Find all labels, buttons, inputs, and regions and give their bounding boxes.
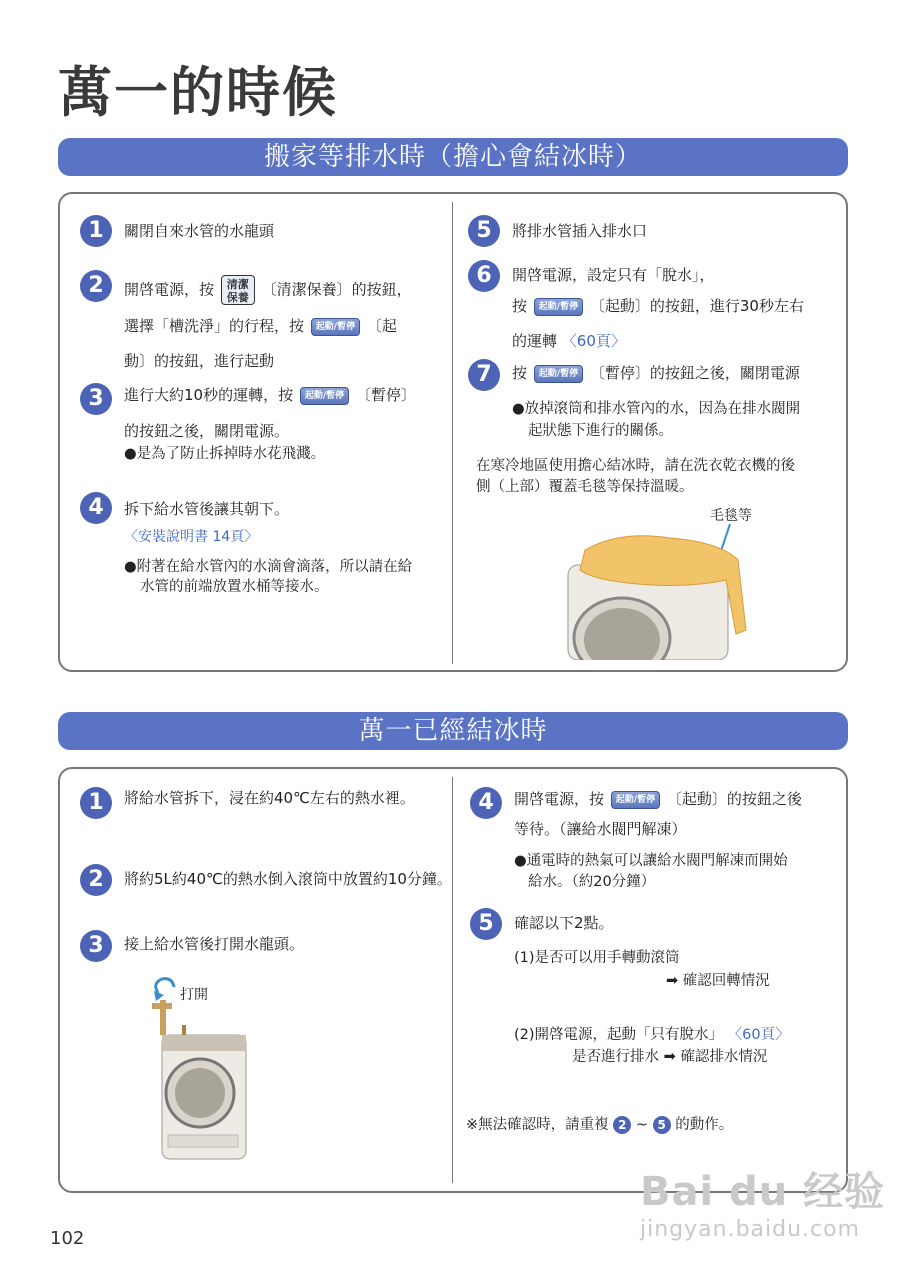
- step-number: 4: [80, 492, 112, 524]
- tap-handle: [152, 1003, 172, 1009]
- step-text: 將約5L約40℃的熱水倒入滾筒中放置約10分鐘。: [124, 870, 452, 888]
- step-text: [124, 275, 412, 305]
- step-text-part: 〔起動〕的按鈕之後: [666, 790, 802, 808]
- page-number: 102: [50, 1228, 85, 1249]
- step-text: [124, 384, 416, 406]
- step-text-part: 〔暫停〕: [355, 386, 416, 404]
- washer-tap-illustration: [148, 975, 258, 1165]
- step-text: 拆下給水管後讓其朝下。: [124, 500, 290, 518]
- step-number: 5: [470, 908, 502, 940]
- step-number: 3: [80, 383, 112, 415]
- step-number: 6: [468, 260, 500, 292]
- step-bullet: ●附著在給水管內的水滴會滴落，所以請在給: [124, 559, 413, 575]
- arrow-right-icon: ➡: [666, 973, 679, 989]
- step-bullet: ●放掉滾筒和排水管內的水，因為在排水閥開: [512, 401, 801, 417]
- step-bullet: 起狀態下進行的關係。: [528, 423, 673, 439]
- section1-divider: [452, 202, 453, 664]
- start-pause-button-icon: 起動/暫停: [300, 387, 349, 405]
- step-text: 將排水管插入排水口: [512, 222, 648, 240]
- button-label: 清潔: [226, 278, 249, 291]
- step-bullet: 水管的前端放置水桶等接水。: [140, 579, 329, 595]
- baidu-watermark: [640, 1160, 885, 1242]
- watermark-url: jingyan.baidu.com: [640, 1217, 861, 1242]
- check-result-text: 確認回轉情況: [682, 973, 770, 989]
- step-text-part: 進行大約10秒的運轉，按: [124, 386, 294, 404]
- open-arrow-head-icon: [154, 991, 164, 1001]
- check-result: [572, 1046, 767, 1068]
- step-text: 接上給水管後打開水龍頭。: [124, 935, 305, 953]
- step-text: 將給水管拆下，浸在約40℃左右的熱水裡。: [124, 789, 415, 807]
- washer-door-glass: [175, 1068, 225, 1118]
- start-pause-button-icon: 起動/暫停: [534, 298, 583, 316]
- step-text: 動〕的按鈕，進行起動: [124, 352, 275, 370]
- step-ref-number: 5: [653, 1116, 671, 1134]
- section1-banner: 搬家等排水時（擔心會結冰時）: [58, 138, 848, 176]
- watermark-logo: Bai du 经验: [640, 1169, 886, 1215]
- step-text: [512, 295, 804, 317]
- step-text: 確認以下2點。: [514, 914, 614, 932]
- step-number: 3: [80, 930, 112, 962]
- check-item: (1)是否可以用手轉動滾筒: [514, 950, 680, 966]
- manual-page-ref: 〈安裝說明書 14頁〉: [124, 529, 259, 545]
- retry-note-text: 的動作。: [675, 1117, 734, 1133]
- step-number: 4: [470, 787, 502, 819]
- step-text: [124, 315, 397, 337]
- step-number: 2: [80, 864, 112, 896]
- step-number: 5: [468, 215, 500, 247]
- open-arrow-icon: [156, 979, 174, 993]
- step-number: 2: [80, 270, 112, 302]
- step-number: 1: [80, 215, 112, 247]
- start-pause-button-icon: 起動/暫停: [311, 318, 360, 336]
- step-number: 7: [468, 359, 500, 391]
- step-bullet: ●是為了防止拆掉時水花飛濺。: [124, 446, 326, 462]
- step-text: [512, 330, 626, 352]
- step-text-part: 按: [512, 297, 528, 315]
- blanket-label: 毛毯等: [710, 508, 752, 524]
- washer-base: [168, 1135, 238, 1147]
- clean-care-button-icon: [221, 275, 255, 305]
- retry-note: [466, 1114, 733, 1136]
- step-text-part: 的運轉: [512, 332, 558, 350]
- check-result-text: 確認排水情況: [680, 1049, 768, 1065]
- step-text-part: 〔起: [366, 317, 397, 335]
- check-item-text: (2)開啓電源，起動「只有脫水」: [514, 1027, 724, 1043]
- check-result: [666, 970, 770, 992]
- check-item: [514, 1024, 790, 1046]
- page-title: 萬一的時候: [58, 61, 338, 124]
- step-text: 關閉自來水管的水龍頭: [124, 222, 275, 240]
- arrow-right-icon: ➡: [663, 1049, 676, 1065]
- step-text-part: 開啓電源，按: [124, 280, 215, 299]
- step-text-part: 選擇「槽洗淨」的行程，按: [124, 317, 305, 335]
- step-text-part: 按: [512, 364, 528, 382]
- step-ref-number: 2: [613, 1116, 631, 1134]
- step-text-part: 〔暫停〕的按鈕之後，關閉電源: [589, 364, 800, 382]
- tilde: ~: [635, 1117, 649, 1133]
- step-text-part: 〔起動〕的按鈕，進行30秒左右: [589, 297, 804, 315]
- start-pause-button-icon: 起動/暫停: [534, 365, 583, 383]
- start-pause-button-icon: 起動/暫停: [611, 791, 660, 809]
- cold-region-note: 在寒冷地區使用擔心結冰時，請在洗衣乾衣機的後: [476, 458, 795, 474]
- check-item-text: 是否進行排水: [572, 1049, 659, 1065]
- step-text: [512, 362, 800, 384]
- washer-blanket-illustration: [560, 520, 760, 660]
- page-ref: 〈60頁〉: [561, 332, 626, 350]
- washer-control-panel: [162, 1035, 246, 1051]
- step-bullet: ●通電時的熱氣可以讓給水閥門解凍而開始: [514, 853, 788, 869]
- cold-region-note: 側（上部）覆蓋毛毯等保持溫暖。: [476, 479, 694, 495]
- step-number: 1: [80, 787, 112, 819]
- button-label: 保養: [226, 291, 249, 304]
- step-text-part: 開啓電源，按: [514, 790, 605, 808]
- section2-divider: [452, 777, 453, 1183]
- step-bullet: 給水。（約20分鐘）: [528, 874, 656, 890]
- retry-note-text: ※無法確認時，請重複: [466, 1117, 609, 1133]
- page-ref: 〈60頁〉: [727, 1027, 790, 1043]
- open-tap-label: 打開: [180, 987, 208, 1003]
- step-text: 開啓電源，設定只有「脫水」，: [512, 266, 715, 284]
- section2-banner: 萬一已經結冰時: [58, 712, 848, 750]
- step-text: 的按鈕之後，關閉電源。: [124, 422, 290, 440]
- step-text-part: 〔清潔保養〕的按鈕，: [261, 280, 412, 299]
- step-text: [514, 788, 802, 810]
- step-text: 等待。（讓給水閥門解凍）: [514, 820, 687, 838]
